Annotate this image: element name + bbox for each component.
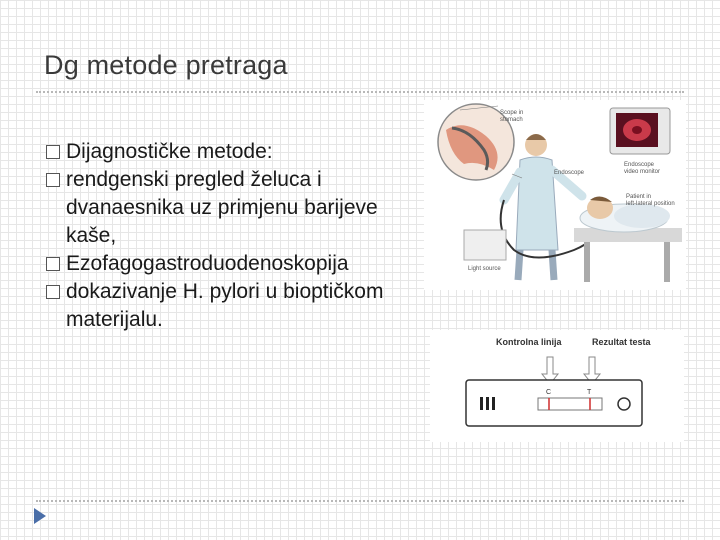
nav-arrow-icon[interactable]: [30, 506, 50, 526]
c-mark: C: [546, 389, 552, 396]
svg-text:Endoscope: Endoscope: [554, 170, 585, 176]
bullet-list: [46, 138, 426, 334]
bullet-item: [46, 138, 426, 166]
svg-text:left-lateral position: left-lateral position: [626, 201, 675, 207]
bullet-text: dokazivanje H. pylori u bioptičkom materijalu.: [66, 280, 384, 331]
bullet-text: Dijagnostičke metode:: [66, 140, 273, 163]
bullet-item: [46, 250, 426, 278]
svg-text:Patient in: Patient in: [626, 194, 652, 200]
svg-text:Endoscope: Endoscope: [624, 162, 655, 168]
bullet-item: [46, 166, 426, 250]
svg-text:Scope in: Scope in: [500, 110, 524, 116]
control-line-label: Kontrolna linija: [496, 337, 562, 347]
bullet-box-icon: [46, 285, 60, 299]
slide-title: Dg metode pretraga: [44, 50, 288, 80]
bullet-text: Ezofagogastroduodenoskopija: [66, 252, 349, 275]
bottom-divider: [36, 500, 684, 502]
bullet-item: [46, 278, 426, 334]
svg-text:Light source: Light source: [468, 266, 501, 272]
bullet-box-icon: [46, 173, 60, 187]
bullet-box-icon: [46, 257, 60, 271]
bullet-box-icon: [46, 145, 60, 159]
svg-text:stomach: stomach: [500, 117, 523, 123]
title-divider: [36, 91, 684, 93]
rapid-test-illustration: [430, 330, 684, 442]
t-mark: T: [587, 389, 592, 396]
endoscopy-illustration: [424, 100, 686, 290]
result-label: Rezultat testa: [592, 337, 651, 347]
bullet-text: rendgenski pregled želuca i dvanaesnika uz primjenu barijeve kaše,: [66, 168, 378, 247]
svg-text:video monitor: video monitor: [624, 169, 661, 175]
